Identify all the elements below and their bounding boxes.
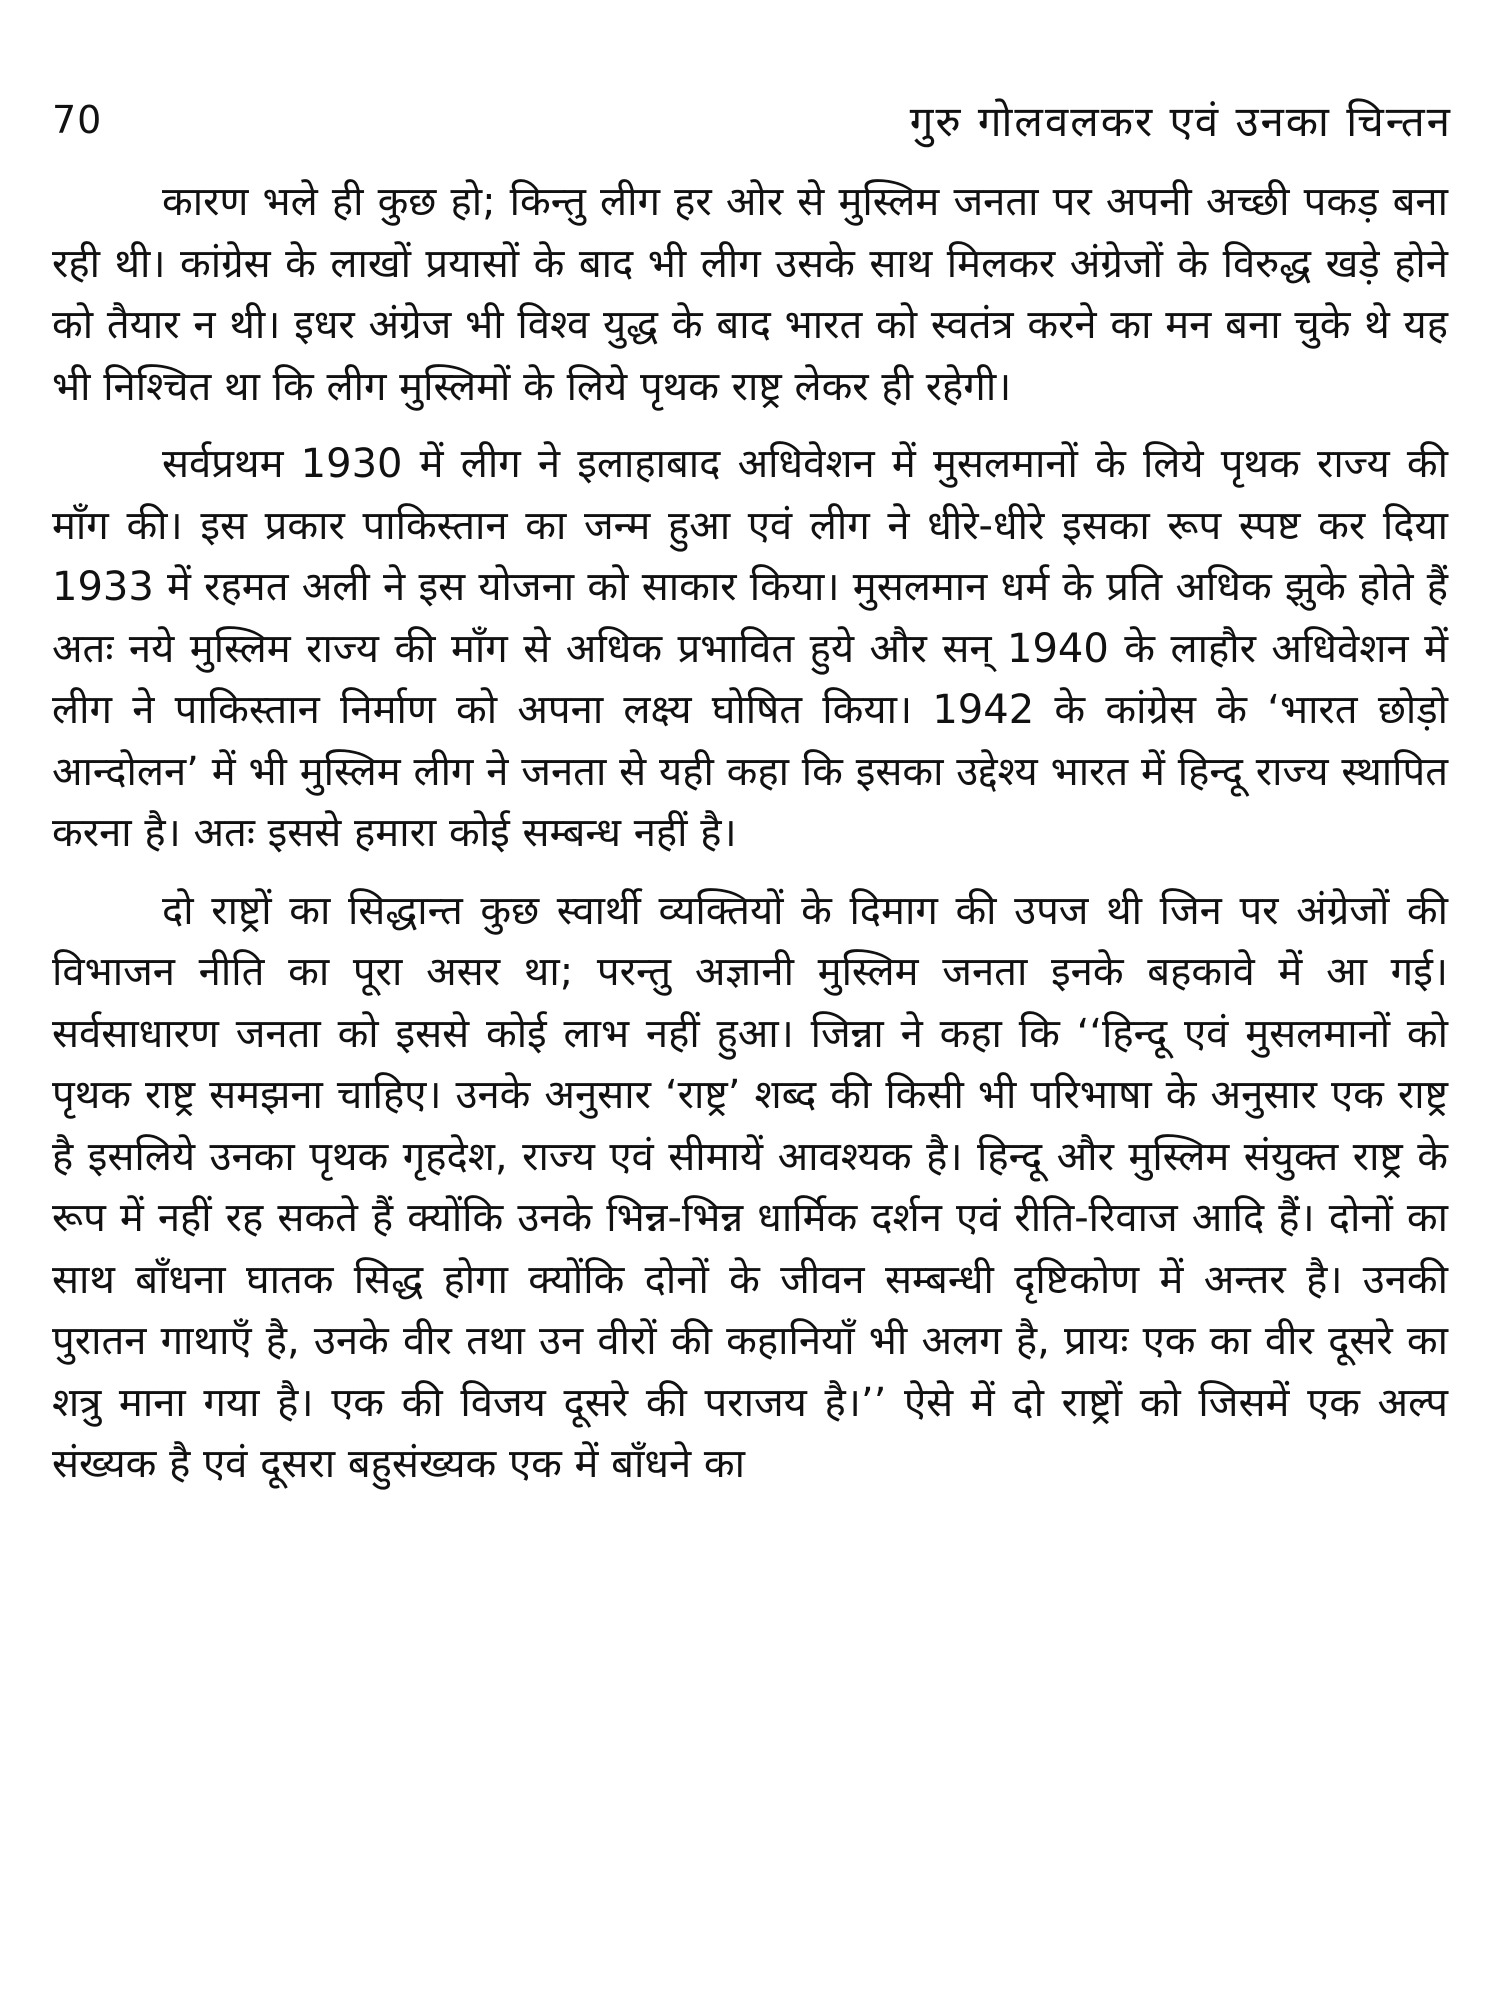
page-header — [52, 92, 1452, 152]
running-title: गुरु गोलवलकर एवं उनका चिन्तन — [909, 97, 1452, 146]
body-text — [52, 172, 1448, 1506]
page-number: 70 — [52, 98, 103, 142]
paragraph-1: कारण भले ही कुछ हो; किन्तु लीग हर ओर से मुस्लिम जनता पर अपनी अच्छी पकड़ बना रही थी। कांग्रेस के लाखों प्रयासों के बाद भी लीग उसके साथ मिलकर अंग्रेजों के विरुद्ध खड़े होने को तैयार न थी। इधर अंग्रेज भी विश्व युद्ध के बाद भारत को स्वतंत्र करने का मन बना चुके थे यह भी निश्चित था कि लीग मुस्लिमों के लिये पृथक राष्ट्र लेकर ही रहेगी। — [52, 179, 1448, 410]
paragraph-2: सर्वप्रथम 1930 में लीग ने इलाहाबाद अधिवेशन में मुसलमानों के लिये पृथक राज्य की माँग की। इस प्रकार पाकिस्तान का जन्म हुआ एवं लीग ने धीरे-धीरे इसका रूप स्पष्ट कर दिया 1933 में रहमत अली ने इस योजना को साकार किया। मुसलमान धर्म के प्रति अधिक झुके होते हैं अतः नये मुस्लिम राज्य की माँग से अधिक प्रभावित हुये और सन् 1940 के लाहौर अधिवेशन में लीग ने पाकिस्तान निर्माण को अपना लक्ष्य घोषित किया। 1942 के कांग्रेस के ‘भारत छोड़ो आन्दोलन’ में भी मुस्लिम लीग ने जनता से यही कहा कि इसका उद्देश्य भारत में हिन्दू राज्य स्थापित करना है। अतः इससे हमारा कोई सम्बन्ध नहीं है। — [52, 441, 1448, 856]
paragraph-3: दो राष्ट्रों का सिद्धान्त कुछ स्वार्थी व्यक्तियों के दिमाग की उपज थी जिन पर अंग्रेजों की विभाजन नीति का पूरा असर था; परन्तु अज्ञानी मुस्लिम जनता इनके बहकावे में आ गई। सर्वसाधारण जनता को इससे कोई लाभ नहीं हुआ। जिन्ना ने कहा कि ‘‘हिन्दू एवं मुसलमानों को पृथक राष्ट्र समझना चाहिए। उनके अनुसार ‘राष्ट्र’ शब्द की किसी भी परिभाषा के अनुसार एक राष्ट्र है इसलिये उनका पृथक गृहदेश, राज्य एवं सीमायें आवश्यक है। हिन्दू और मुस्लिम संयुक्त राष्ट्र के रूप में नहीं रह सकते हैं क्योंकि उनके भिन्न-भिन्न धार्मिक दर्शन एवं रीति-रिवाज आदि हैं। दोनों का साथ बाँधना घातक सिद्ध होगा क्योंकि दोनों के जीवन सम्बन्धी दृष्टिकोण में अन्तर है। उनकी पुरातन गाथाएँ है, उनके वीर तथा उन वीरों की कहानियाँ भी अलग है, प्रायः एक का वीर दूसरे का शत्रु माना गया है। एक की विजय दूसरे की पराजय है।’’ ऐसे में दो राष्ट्रों को जिसमें एक अल्प संख्यक है एवं दूसरा बहुसंख्यक एक में बाँधने का — [52, 887, 1448, 1487]
